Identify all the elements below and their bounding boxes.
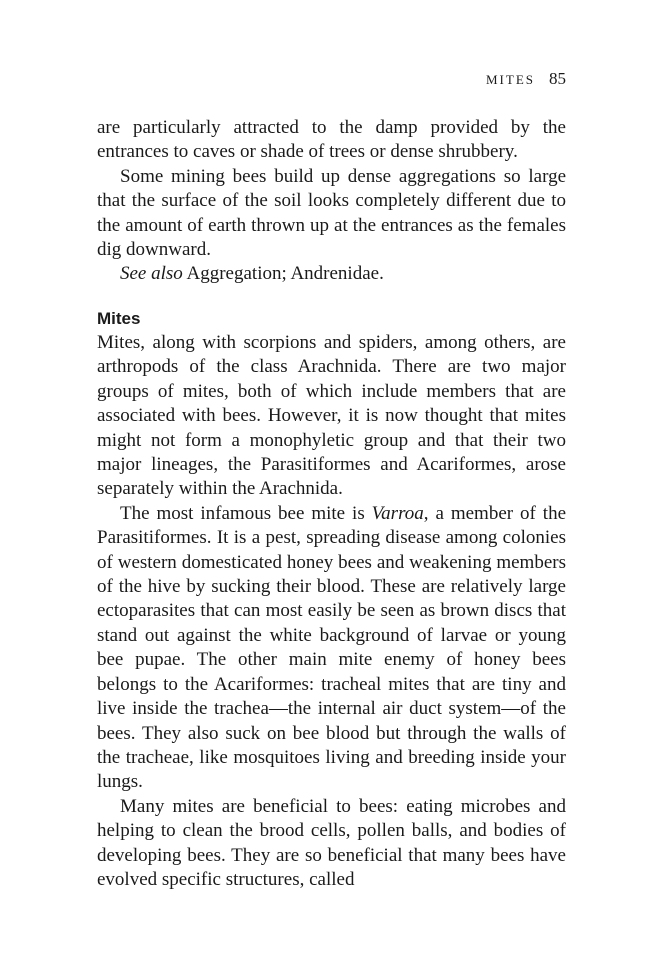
- continuation-paragraph: are particularly attracted to the damp provided by the entrances to caves or shade of trees or dense shrubbery.: [97, 117, 566, 163]
- varroa-term: Varroa: [371, 502, 424, 524]
- mites-entry: [97, 307, 566, 892]
- entry-paragraph-3: Many mites are beneficial to bees: eating microbes and helping to clean the brood cells, pollen balls, and bodies of developing bees. They are so beneficial that many bees have evolved specific structures, called: [97, 795, 566, 890]
- varroa-description: , a member of the Parasitiformes. It is a pest, spreading disease among colonies of western domesticated honey bees and weakening members of the hive by sucking their blood. These are relatively large ectoparasites that can most easily be seen as brown discs that stand out against the white background of larvae or young bee pupae. The other main mite enemy of honey bees belongs to the Acariformes: tracheal mites that are tiny and live inside the trachea—the internal air duct system—of the bees. They also suck on bee blood but through the walls of the tracheae, like mosquitoes living and breeding inside your lungs.: [97, 502, 567, 793]
- aggregation-paragraph: Some mining bees build up dense aggregations so large that the surface of the soil looks completely different due to the amount of earth thrown up at the entrances as the females dig downward.: [97, 165, 566, 261]
- see-also-line: [97, 262, 566, 286]
- running-head-title: MITES: [486, 72, 535, 87]
- previous-entry-continuation: [97, 116, 566, 287]
- entry-paragraph-2: [97, 502, 566, 795]
- see-also-label: See also: [120, 263, 183, 285]
- entry-paragraph-1: Mites, along with scorpions and spiders, among others, are arthropods of the class Arachnida. There are two major groups of mites, both of which include members that are associated with bees. However, it is now thought that mites might not form a monophyletic group and that their two major lineages, the Parasitiformes and Acariformes, arose separately within the Arachnida.: [97, 332, 566, 500]
- entry-heading: Mites: [97, 309, 141, 328]
- see-also-refs: Aggregation; Andrenidae.: [186, 263, 384, 285]
- page-number: 85: [549, 69, 566, 88]
- running-head: [486, 68, 566, 91]
- varroa-intro: The most infamous bee mite is: [120, 502, 365, 524]
